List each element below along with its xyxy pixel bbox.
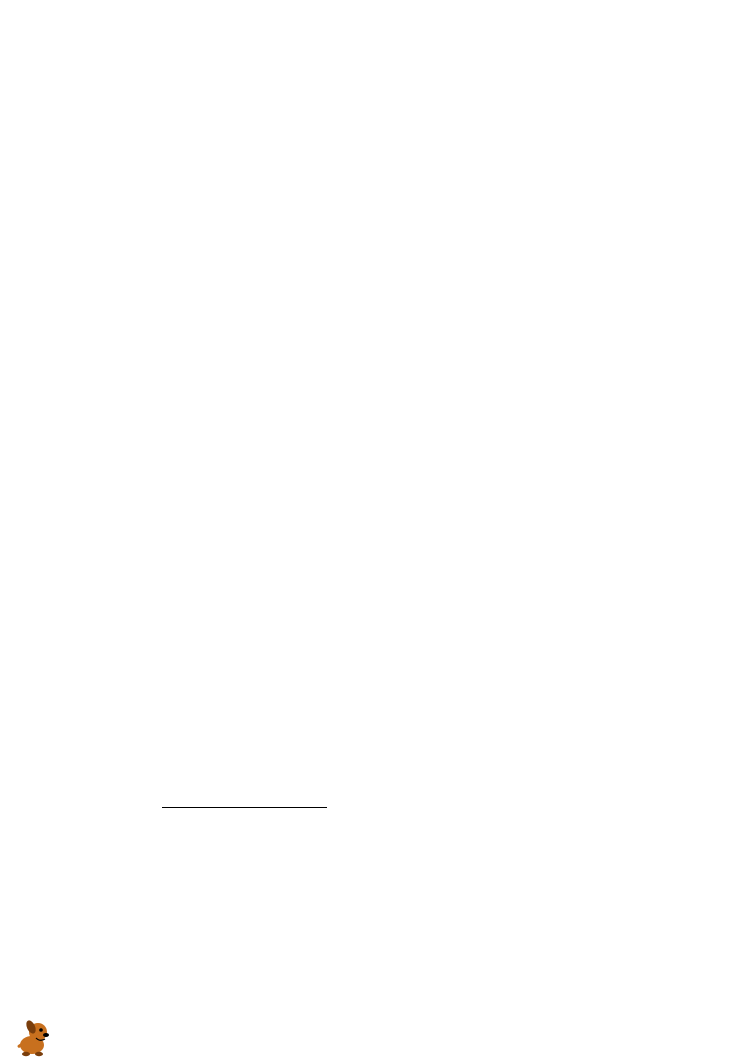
unidog-logo [14, 1018, 164, 1058]
watermark-text [676, 120, 746, 720]
footnote-divider [162, 807, 327, 808]
dog-mascot-icon [14, 1018, 56, 1058]
